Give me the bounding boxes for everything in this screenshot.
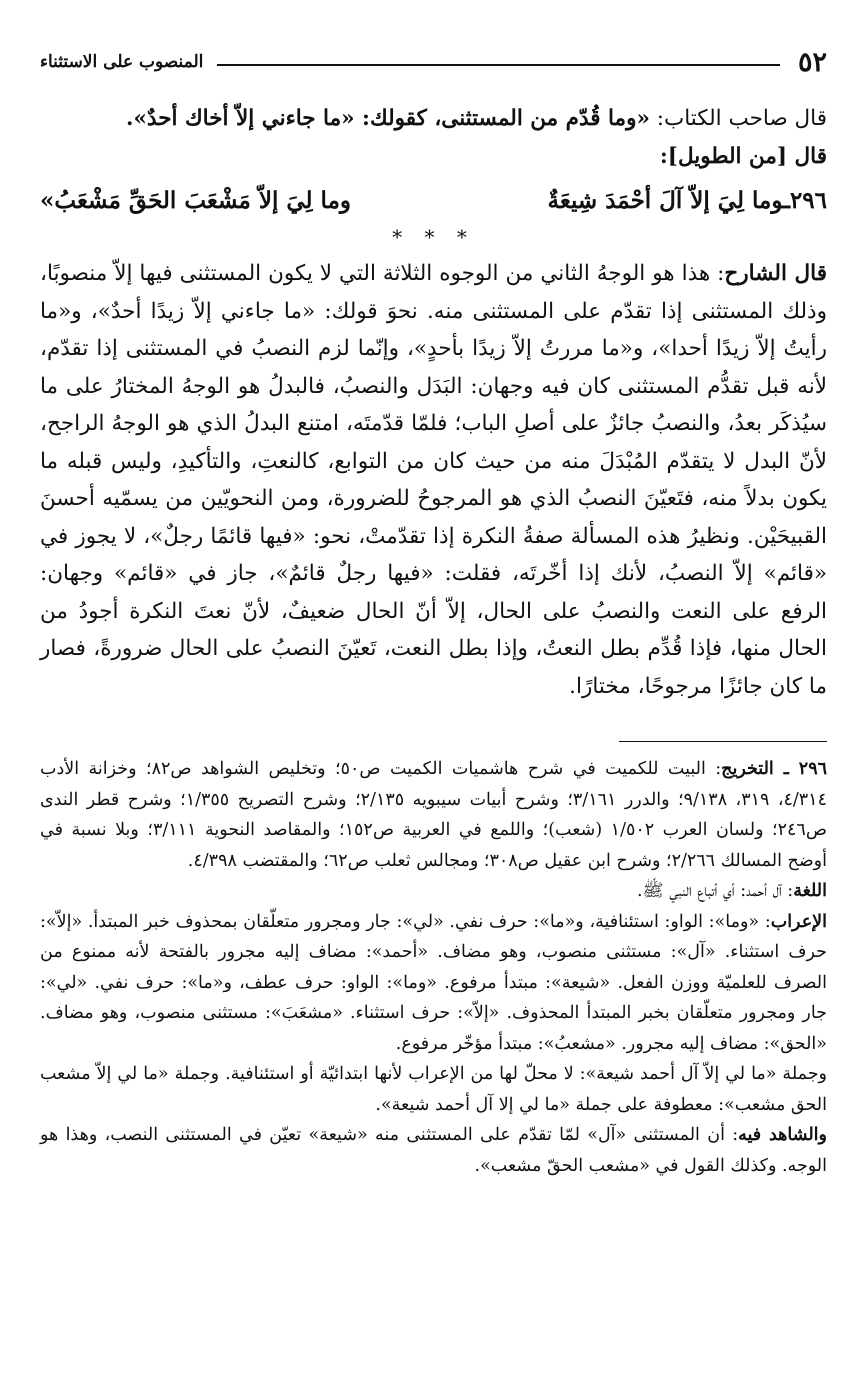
footnote-irab [40, 907, 827, 1060]
author-quote [40, 100, 827, 138]
commentary-paragraph [40, 255, 827, 705]
takhrij-text: : البيت للكميت في شرح هاشميات الكميت ص٥٠؛ وتخليص الشواهد ص٨٢؛ وخزانة الأدب ٤/٣١٤، ٣١٩، ٩/١٣٨؛ والدرر ٣/١٦١؛ وشرح أبيات سيبويه ٢/١٣٥؛ وشرح التصريح ١/٣٥٥؛ وشرح قطر الندى ص٢٤٦؛ ولسان العرب ١/٥٠٢ (شعب)؛ واللمع في العربية ص١٥٢؛ والمقاصد النحوية ٣/١١١؛ وبلا نسبة في أوضح المسالك ٢/٢٦٦؛ وشرح ابن عقيل ص٣٠٨؛ ومجالس ثعلب ص٦٢؛ والمقتضب ٤/٣٩٨. [40, 759, 827, 871]
shahid-label: والشاهد فيه [738, 1125, 827, 1145]
commentary-text: : هذا هو الوجهُ الثاني من الوجوه الثلاثة التي لا يكون المستثنى فيها إلاّ منصوبًا، وذلك المستثنى إذا تقدّم على المستثنى منه. نحوَ قولك: «ما جاءني إلاّ زيدًا أحدٌ»، و«ما رأيتُ إلاّ زيدًا أحدا»، و«ما مررتُ إلاّ زيدًا بأحدٍ»، وإنّما لزم النصبُ في المستثنى إذا تقدّم، لأنه قبل تقدُّم المستثنى كان فيه وجهان: البَدَل والنصبُ، فالبدلُ هو الوجهُ المختارُ على ما سيُذكَر بعدُ، والنصبُ جائزٌ على أصلِ الباب؛ فلمّا قدّمتَه، امتنع البدلُ الذي هو الوجهُ الراجح، لأنّ البدل لا يتقدّم المُبْدَلَ منه من حيث كان من التوابع، كالنعتِ، والتأكيدِ، وليس قبله ما يكون بدلاً منه، فتَعيّنَ النصبُ الذي هو المرجوحُ للضرورة، ومن النحويّين من يسمّيه أحسنَ القبيحَيْن. ونظيرُ هذه المسألة صفةُ النكرة إذا تقدّمتْ، نحو: «فيها قائمًا رجلٌ»، لا يجوز في «قائم» إلاّ النصبُ، لأنك إذا أخّرتَه، فقلت: «فيها رجلٌ قائمٌ»، جاز في «قائم» وجهان: الرفع على النعت والنصبُ على الحال، إلاّ أنّ الحال ضعيفٌ، لأنّ نعتَ النكرة أجودُ من الحال منها، فإذا قُدِّم بطل النعتُ، وإذا بطل النعت، تَعيّنَ النصبُ على الحال ضرورةً، فصار ما كان جائزًا مرجوحًا، مختارًا. [40, 261, 827, 699]
irab-text: : «وما»: الواو: استئنافية، و«ما»: حرف نفي. «لي»: جار ومجرور متعلّقان بمحذوف خبر المبتدأ. «إلاّ»: حرف استثناء. «آل»: مستثنى منصوب، وهو مضاف. «أحمد»: مضاف إليه مجرور بالفتحة لأنه ممنوع من الصرف للعلميّة ووزن الفعل. «شيعة»: مبتدأ مرفوع. «وما»: الواو: حرف عطف، و«ما»: حرف نفي. «لي»: جار ومجرور متعلّقان بخبر المبتدأ المحذوف. «إلاّ»: حرف استثناء. «مشعَبَ»: مستثنى منصوب، وهو مضاف. «الحق»: مضاف إليه مجرور. «مشعبُ»: مبتدأ مؤخّر مرفوع. [40, 911, 827, 1054]
commentary-lead: قال الشارح [724, 261, 828, 286]
header-rule [217, 64, 780, 66]
section-stars: * * * [392, 225, 475, 249]
page-number: ٥٢ [797, 46, 827, 78]
quote-bold: «وما قُدّم من المستثنى، كقولك: «ما جاءني إلاّ أخاك أحدٌ». [126, 106, 650, 131]
verse-second-hemistich: وما لِيَ إلاّ مَشْعَبَ الحَقِّ مَشْعَبُ» [40, 187, 351, 214]
footnote-takhrij [40, 754, 827, 876]
lugha-label: اللغة [793, 881, 827, 901]
page-header [40, 40, 827, 84]
main-text [40, 100, 827, 705]
takhrij-label: ٢٩٦ ـ التخريج [721, 759, 827, 779]
verse-line [40, 181, 827, 221]
footnote-lugha [40, 876, 827, 907]
verse-label: قال [من الطويل]: [659, 143, 827, 169]
footnotes [40, 754, 827, 1181]
irab-label: الإعراب [770, 911, 827, 932]
verse-first-hemistich: ٢٩٦ـوما لِيَ إلاّ آلَ أحْمَدَ شِيعَةٌ [547, 187, 827, 214]
commentary [40, 255, 827, 705]
shahid-text: : أن المستثنى «آل» لمّا تقدّم على المستثنى منه «شيعة» تعيّن في المستثنى النصب، وهذا هو الوجه. وكذلك القول في «مشعب الحقّ مشعب». [40, 1125, 827, 1176]
footnote-rule [619, 741, 827, 742]
footnote-shahid [40, 1120, 827, 1181]
quote-prefix: قال صاحب الكتاب: [649, 106, 827, 131]
running-title: المنصوب على الاستثناء [40, 52, 204, 72]
footnote-jumla: وجملة «ما لي إلاّ آل أحمد شيعة»: لا محلّ لها من الإعراب لأنها ابتدائيّة أو استئنافية. وجملة «ما لي إلاّ مشعب الحق مشعب»: معطوفة على جملة «ما لي إلا آل أحمد شيعة». [40, 1064, 827, 1115]
lugha-text: : آل أحمد: أي أتباع النبي ﷺ. [636, 881, 794, 901]
